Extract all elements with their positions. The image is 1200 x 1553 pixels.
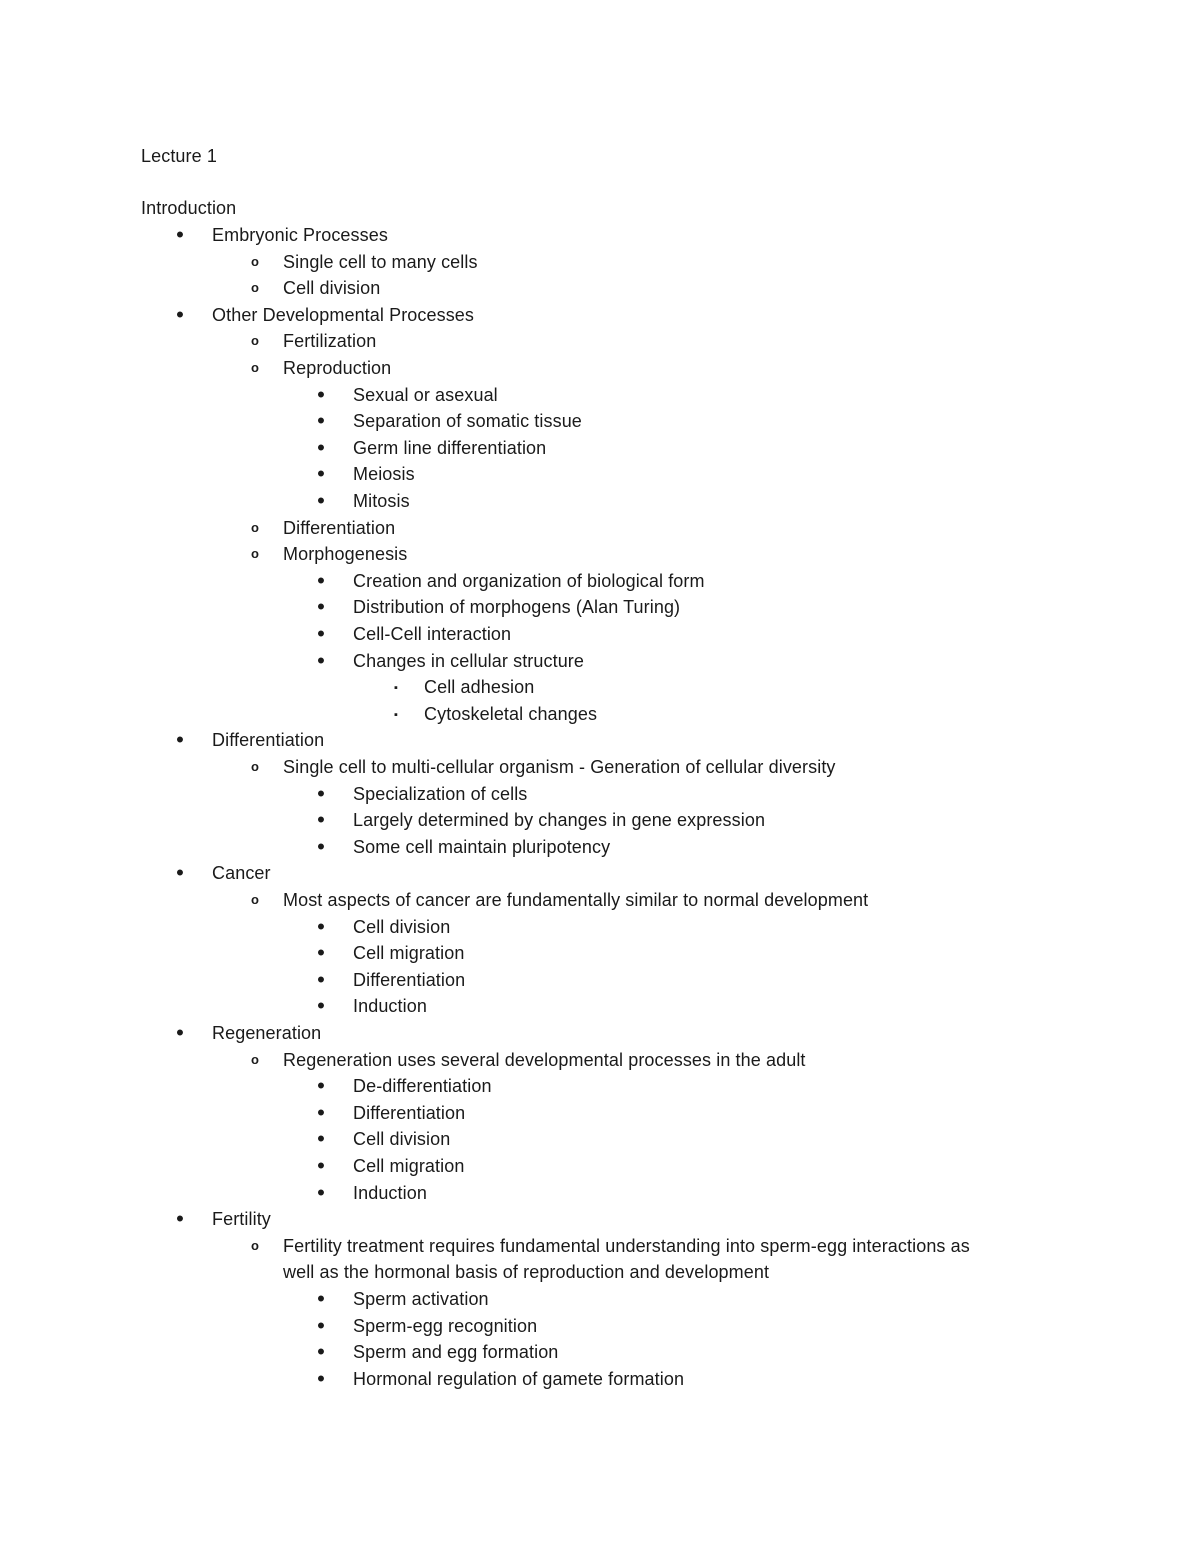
bullet-icon: • bbox=[317, 1153, 325, 1178]
bullet-icon: o bbox=[251, 519, 259, 535]
bullet-icon: • bbox=[317, 780, 325, 806]
list-item-text: Differentiation bbox=[212, 730, 325, 751]
list-item-text: Induction bbox=[353, 996, 427, 1017]
list-item-text: De-differentiation bbox=[353, 1076, 492, 1097]
list-item-text: Largely determined by changes in gene expression bbox=[353, 810, 766, 831]
list-item-text: Fertility bbox=[212, 1209, 271, 1230]
list-item-text: Meiosis bbox=[353, 464, 415, 485]
list-item-text: Sexual or asexual bbox=[353, 384, 498, 405]
bullet-icon: • bbox=[176, 860, 184, 886]
list-item-text: Regeneration uses several developmental processes in the adult bbox=[283, 1049, 806, 1070]
list-item-text: Cell migration bbox=[353, 943, 465, 964]
bullet-icon: • bbox=[317, 461, 325, 487]
list-item-text: Embryonic Processes bbox=[212, 225, 388, 245]
list-item-text: Fertilization bbox=[283, 331, 377, 352]
bullet-icon: ▪ bbox=[394, 682, 398, 695]
bullet-icon: • bbox=[317, 1099, 325, 1125]
bullet-icon: • bbox=[176, 222, 184, 247]
bullet-icon: • bbox=[317, 1286, 325, 1311]
bullet-icon: • bbox=[317, 1179, 325, 1205]
bullet-icon: o bbox=[251, 1051, 259, 1067]
bullet-icon: • bbox=[317, 913, 325, 939]
section-heading: Introduction bbox=[141, 198, 237, 218]
list-item-text: Cell division bbox=[353, 916, 451, 937]
list-item-text: Cancer bbox=[212, 863, 271, 884]
bullet-icon: • bbox=[317, 940, 325, 966]
bullet-icon: • bbox=[317, 833, 325, 859]
list-item-text: Morphogenesis bbox=[283, 544, 408, 565]
bullet-icon: o bbox=[251, 1237, 259, 1253]
bullet-icon: o bbox=[251, 759, 259, 774]
bullet-icon: ▪ bbox=[394, 708, 398, 721]
list-item-text: Induction bbox=[353, 1182, 427, 1203]
bullet-icon: • bbox=[317, 381, 325, 407]
bullet-icon: o bbox=[251, 280, 259, 296]
bullet-icon: • bbox=[317, 1126, 325, 1152]
list-item-text: Other Developmental Processes bbox=[212, 304, 475, 325]
list-item-text: Some cell maintain pluripotency bbox=[353, 836, 611, 857]
list-item-text: Most aspects of cancer are fundamentally similar to normal development bbox=[283, 890, 869, 910]
bullet-icon: • bbox=[317, 807, 325, 833]
list-item-text: Separation of somatic tissue bbox=[353, 411, 582, 432]
bullet-icon: • bbox=[317, 434, 325, 460]
bullet-icon: • bbox=[317, 408, 325, 434]
bullet-icon: • bbox=[176, 1020, 184, 1045]
bullet-icon: • bbox=[317, 567, 325, 593]
bullet-icon: • bbox=[317, 594, 325, 620]
list-item-text: Differentiation bbox=[353, 1102, 466, 1123]
list-item-text: Cell-Cell interaction bbox=[353, 624, 512, 644]
list-item-text: Reproduction bbox=[283, 358, 392, 378]
list-item-text: Differentiation bbox=[283, 517, 396, 538]
list-item-text: Single cell to many cells bbox=[283, 251, 478, 272]
list-item-text: Specialization of cells bbox=[353, 783, 528, 804]
bullet-icon: • bbox=[176, 727, 184, 753]
bullet-icon: • bbox=[317, 647, 325, 673]
bullet-icon: • bbox=[176, 1206, 184, 1232]
list-item-text: well as the hormonal basis of reproduction and development bbox=[283, 1262, 770, 1283]
list-item-text: Cytoskeletal changes bbox=[424, 703, 598, 724]
list-item-text: Cell migration bbox=[353, 1156, 465, 1176]
bullet-icon: • bbox=[317, 1312, 325, 1338]
list-item-text: Fertility treatment requires fundamental understanding into sperm-egg interactions as bbox=[283, 1235, 970, 1256]
list-item-text: Germ line differentiation bbox=[353, 437, 547, 458]
list-item-text: Cell division bbox=[283, 278, 381, 299]
list-item-text: Creation and organization of biological form bbox=[353, 570, 705, 591]
bullet-icon: • bbox=[176, 301, 184, 327]
bullet-icon: • bbox=[317, 621, 325, 646]
bullet-icon: o bbox=[251, 546, 259, 562]
list-item-text: Mitosis bbox=[353, 491, 410, 511]
list-item-text: Sperm-egg recognition bbox=[353, 1315, 538, 1336]
bullet-icon: o bbox=[251, 892, 259, 907]
bullet-icon: o bbox=[251, 360, 259, 375]
list-item-text: Cell adhesion bbox=[424, 677, 535, 698]
list-item-text: Distribution of morphogens (Alan Turing) bbox=[353, 597, 681, 618]
bullet-icon: • bbox=[317, 993, 325, 1019]
bullet-icon: • bbox=[317, 966, 325, 992]
list-item-text: Changes in cellular structure bbox=[353, 650, 585, 671]
list-item-text: Regeneration bbox=[212, 1023, 322, 1043]
bullet-icon: • bbox=[317, 1339, 325, 1365]
list-item-text: Sperm and egg formation bbox=[353, 1342, 559, 1363]
list-item-text: Single cell to multi-cellular organism - Generation of cellular diversity bbox=[283, 757, 836, 777]
list-item-text: Differentiation bbox=[353, 969, 466, 990]
page-title: Lecture 1 bbox=[141, 146, 217, 166]
bullet-icon: • bbox=[317, 488, 325, 513]
bullet-icon: o bbox=[251, 253, 259, 269]
bullet-icon: • bbox=[317, 1365, 325, 1391]
bullet-icon: o bbox=[251, 333, 259, 349]
list-item-text: Cell division bbox=[353, 1129, 451, 1150]
list-item-text: Sperm activation bbox=[353, 1289, 489, 1309]
list-item-text: Hormonal regulation of gamete formation bbox=[353, 1368, 685, 1389]
bullet-icon: • bbox=[317, 1073, 325, 1099]
